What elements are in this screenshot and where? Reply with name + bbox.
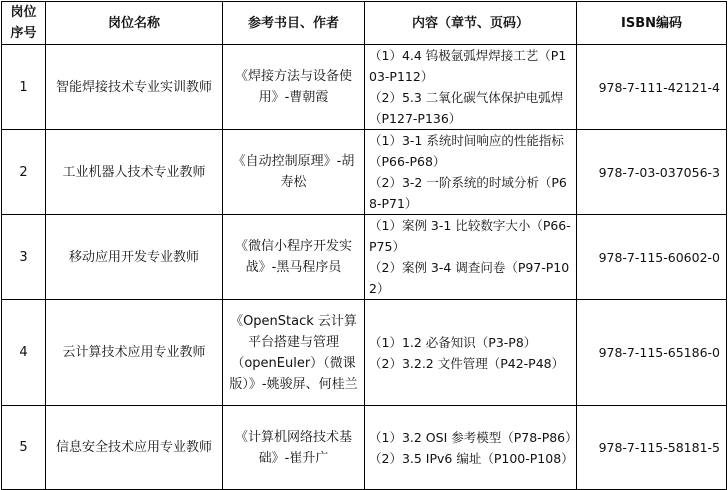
content-line: （2）3.2.2 文件管理（P42-P48） bbox=[369, 355, 565, 371]
row-no: 4 bbox=[2, 300, 46, 406]
row-no: 5 bbox=[2, 406, 46, 490]
row-isbn: 978-7-115-58181-5 bbox=[577, 406, 727, 490]
table-row bbox=[2, 45, 727, 130]
row-content bbox=[365, 406, 577, 490]
table-row bbox=[2, 215, 727, 300]
row-isbn: 978-7-111-42121-4 bbox=[577, 45, 727, 130]
row-book: 《微信小程序开发实战》-黑马程序员 bbox=[223, 215, 365, 300]
row-position: 智能焊接技术专业实训教师 bbox=[46, 45, 223, 130]
row-content bbox=[365, 45, 577, 130]
header-book: 参考书目、作者 bbox=[223, 2, 365, 45]
content-line: （1）4.4 钨极氩弧焊焊接工艺（P103-P112） bbox=[369, 48, 567, 84]
row-position: 移动应用开发专业教师 bbox=[46, 215, 223, 300]
content-line: （1）3.2 OSI 参考模型（P78-P86） bbox=[369, 429, 578, 445]
header-content: 内容（章节、页码） bbox=[365, 2, 577, 45]
row-isbn: 978-7-115-60602-0 bbox=[577, 215, 727, 300]
row-content bbox=[365, 300, 577, 406]
table-row bbox=[2, 130, 727, 215]
content-line: （1）案例 3-1 比较数字大小（P66-P75） bbox=[369, 218, 571, 254]
row-position: 信息安全技术应用专业教师 bbox=[46, 406, 223, 490]
content-line: （1）3-1 系统时间响应的性能指标（P66-P68） bbox=[369, 133, 564, 169]
row-isbn: 978-7-115-65186-0 bbox=[577, 300, 727, 406]
row-no: 3 bbox=[2, 215, 46, 300]
table-row bbox=[2, 300, 727, 406]
content-line: （1）1.2 必备知识（P3-P8） bbox=[369, 334, 537, 350]
content-line: （2）案例 3-4 调查问卷（P97-P102） bbox=[369, 260, 570, 296]
content-line: （2）3.5 IPv6 编址（P100-P108） bbox=[369, 450, 574, 466]
header-row bbox=[2, 2, 727, 45]
row-no: 2 bbox=[2, 130, 46, 215]
row-position: 云计算技术应用专业教师 bbox=[46, 300, 223, 406]
row-content bbox=[365, 215, 577, 300]
table-row bbox=[2, 406, 727, 490]
header-no: 岗位序号 bbox=[2, 2, 46, 45]
row-book: 《自动控制原理》-胡寿松 bbox=[223, 130, 365, 215]
row-position: 工业机器人技术专业教师 bbox=[46, 130, 223, 215]
row-book: 《计算机网络技术基础》-崔升广 bbox=[223, 406, 365, 490]
row-content bbox=[365, 130, 577, 215]
row-no: 1 bbox=[2, 45, 46, 130]
header-isbn: ISBN编码 bbox=[577, 2, 727, 45]
reference-table bbox=[1, 1, 727, 490]
header-position: 岗位名称 bbox=[46, 2, 223, 45]
row-book: 《焊接方法与设备使用》-曹朝霞 bbox=[223, 45, 365, 130]
content-line: （2）3-2 一阶系统的时域分析（P68-P71） bbox=[369, 175, 567, 211]
row-isbn: 978-7-03-037056-3 bbox=[577, 130, 727, 215]
row-book: 《OpenStack 云计算平台搭建与管理（openEuler）（微课版）》-姚骏屏、何桂兰 bbox=[223, 300, 365, 406]
content-line: （2）5.3 二氧化碳气体保护电弧焊（P127-P136） bbox=[369, 90, 564, 126]
